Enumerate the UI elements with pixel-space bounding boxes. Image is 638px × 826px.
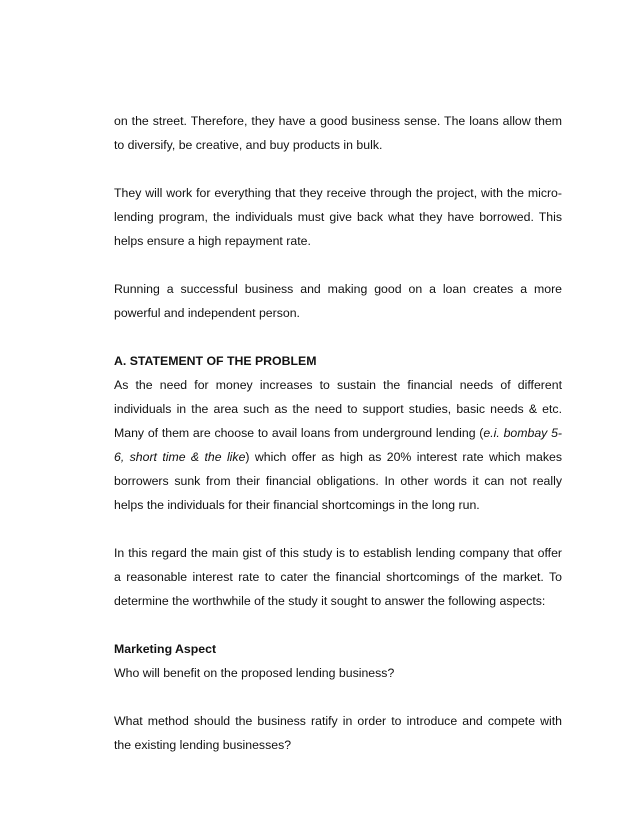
text-run: ) which offer as high as 20% interest rate which makes borrowers sunk from their financial obligations. In other words it can not really helps the individuals for their financial shortcomings in the long run.: [114, 450, 562, 512]
italic-text-run: e.i. bombay 5-6, short time & the like: [114, 426, 562, 464]
paragraph-successful-business: Running a successful business and making good on a loan creates a more powerful and independent person.: [114, 282, 562, 320]
question-what-method: What method should the business ratify in order to introduce and compete with the existing lending businesses?: [114, 714, 562, 752]
text-run: As the need for money increases to sustain the financial needs of different individuals in the area such as the need to support studies, basic needs & etc. Many of them are choose to avail loans from underground lending (: [114, 378, 562, 440]
document-page: [114, 109, 562, 757]
question-who-benefits: Who will benefit on the proposed lending business?: [114, 666, 395, 680]
paragraph-main-gist: In this regard the main gist of this study is to establish lending company that offer a reasonable interest rate to cater the financial shortcomings of the market. To determine the worthwhile of the study it sought to answer the following aspects:: [114, 546, 562, 608]
section-heading-statement-of-problem: A. STATEMENT OF THE PROBLEM: [114, 354, 317, 368]
paragraph-street: on the street. Therefore, they have a good business sense. The loans allow them to diversify, be creative, and buy products in bulk.: [114, 114, 562, 152]
paragraph-need-for-money: [114, 373, 562, 517]
paragraph-micro-lending: They will work for everything that they receive through the project, with the micro-lending program, the individuals must give back what they have borrowed. This helps ensure a high repayment rate.: [114, 186, 562, 248]
subheading-marketing-aspect: Marketing Aspect: [114, 642, 217, 656]
